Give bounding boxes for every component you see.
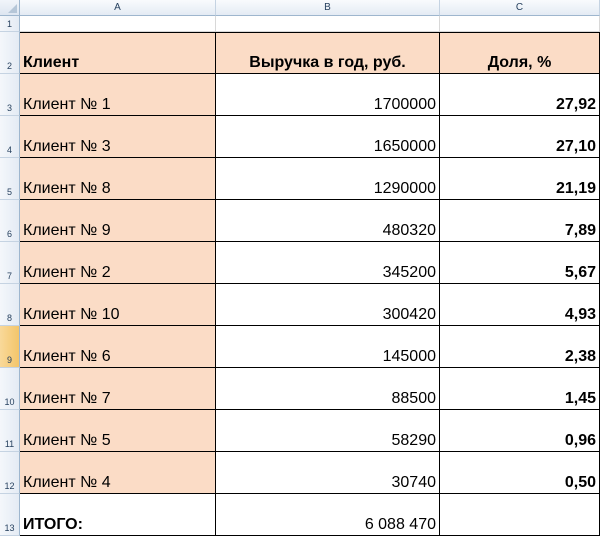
share-cell[interactable]: 0,96: [440, 410, 600, 452]
row-header-1[interactable]: 1: [0, 16, 20, 32]
header-client-cell[interactable]: Клиент: [20, 32, 216, 74]
share-cell[interactable]: 5,67: [440, 242, 600, 284]
client-cell[interactable]: Клиент № 1: [20, 74, 216, 116]
row-header-6[interactable]: 6: [0, 200, 20, 242]
share-cell[interactable]: 2,38: [440, 326, 600, 368]
row-header-4[interactable]: 4: [0, 116, 20, 158]
select-all-corner[interactable]: [0, 0, 20, 16]
row-header-9[interactable]: 9: [0, 326, 20, 368]
revenue-cell[interactable]: 88500: [216, 368, 440, 410]
revenue-cell[interactable]: 300420: [216, 284, 440, 326]
column-header-a[interactable]: A: [20, 0, 216, 16]
client-cell[interactable]: Клиент № 3: [20, 116, 216, 158]
revenue-cell[interactable]: 480320: [216, 200, 440, 242]
client-cell[interactable]: Клиент № 7: [20, 368, 216, 410]
share-cell[interactable]: 21,19: [440, 158, 600, 200]
client-cell[interactable]: Клиент № 2: [20, 242, 216, 284]
share-cell[interactable]: 4,93: [440, 284, 600, 326]
client-cell[interactable]: Клиент № 4: [20, 452, 216, 494]
cell-b1[interactable]: [216, 16, 440, 32]
cell-c1[interactable]: [440, 16, 600, 32]
share-cell[interactable]: 27,10: [440, 116, 600, 158]
revenue-cell[interactable]: 1650000: [216, 116, 440, 158]
row-header-3[interactable]: 3: [0, 74, 20, 116]
row-header-11[interactable]: 11: [0, 410, 20, 452]
revenue-cell[interactable]: 345200: [216, 242, 440, 284]
total-label-cell[interactable]: ИТОГО:: [20, 494, 216, 536]
revenue-cell[interactable]: 58290: [216, 410, 440, 452]
total-revenue-cell[interactable]: 6 088 470: [216, 494, 440, 536]
row-header-13[interactable]: 13: [0, 494, 20, 536]
row-header-5[interactable]: 5: [0, 158, 20, 200]
client-cell[interactable]: Клиент № 6: [20, 326, 216, 368]
client-cell[interactable]: Клиент № 8: [20, 158, 216, 200]
revenue-cell[interactable]: 30740: [216, 452, 440, 494]
share-cell[interactable]: 27,92: [440, 74, 600, 116]
header-share-cell[interactable]: Доля, %: [440, 32, 600, 74]
column-header-c[interactable]: C: [440, 0, 600, 16]
client-cell[interactable]: Клиент № 10: [20, 284, 216, 326]
client-cell[interactable]: Клиент № 5: [20, 410, 216, 452]
revenue-cell[interactable]: 1700000: [216, 74, 440, 116]
row-header-10[interactable]: 10: [0, 368, 20, 410]
revenue-cell[interactable]: 145000: [216, 326, 440, 368]
cell-a1[interactable]: [20, 16, 216, 32]
row-header-8[interactable]: 8: [0, 284, 20, 326]
row-header-2[interactable]: 2: [0, 32, 20, 74]
share-cell[interactable]: 7,89: [440, 200, 600, 242]
column-header-b[interactable]: B: [216, 0, 440, 16]
row-header-7[interactable]: 7: [0, 242, 20, 284]
total-share-cell[interactable]: [440, 494, 600, 536]
header-revenue-cell[interactable]: Выручка в год, руб.: [216, 32, 440, 74]
share-cell[interactable]: 0,50: [440, 452, 600, 494]
client-cell[interactable]: Клиент № 9: [20, 200, 216, 242]
row-header-12[interactable]: 12: [0, 452, 20, 494]
share-cell[interactable]: 1,45: [440, 368, 600, 410]
revenue-cell[interactable]: 1290000: [216, 158, 440, 200]
